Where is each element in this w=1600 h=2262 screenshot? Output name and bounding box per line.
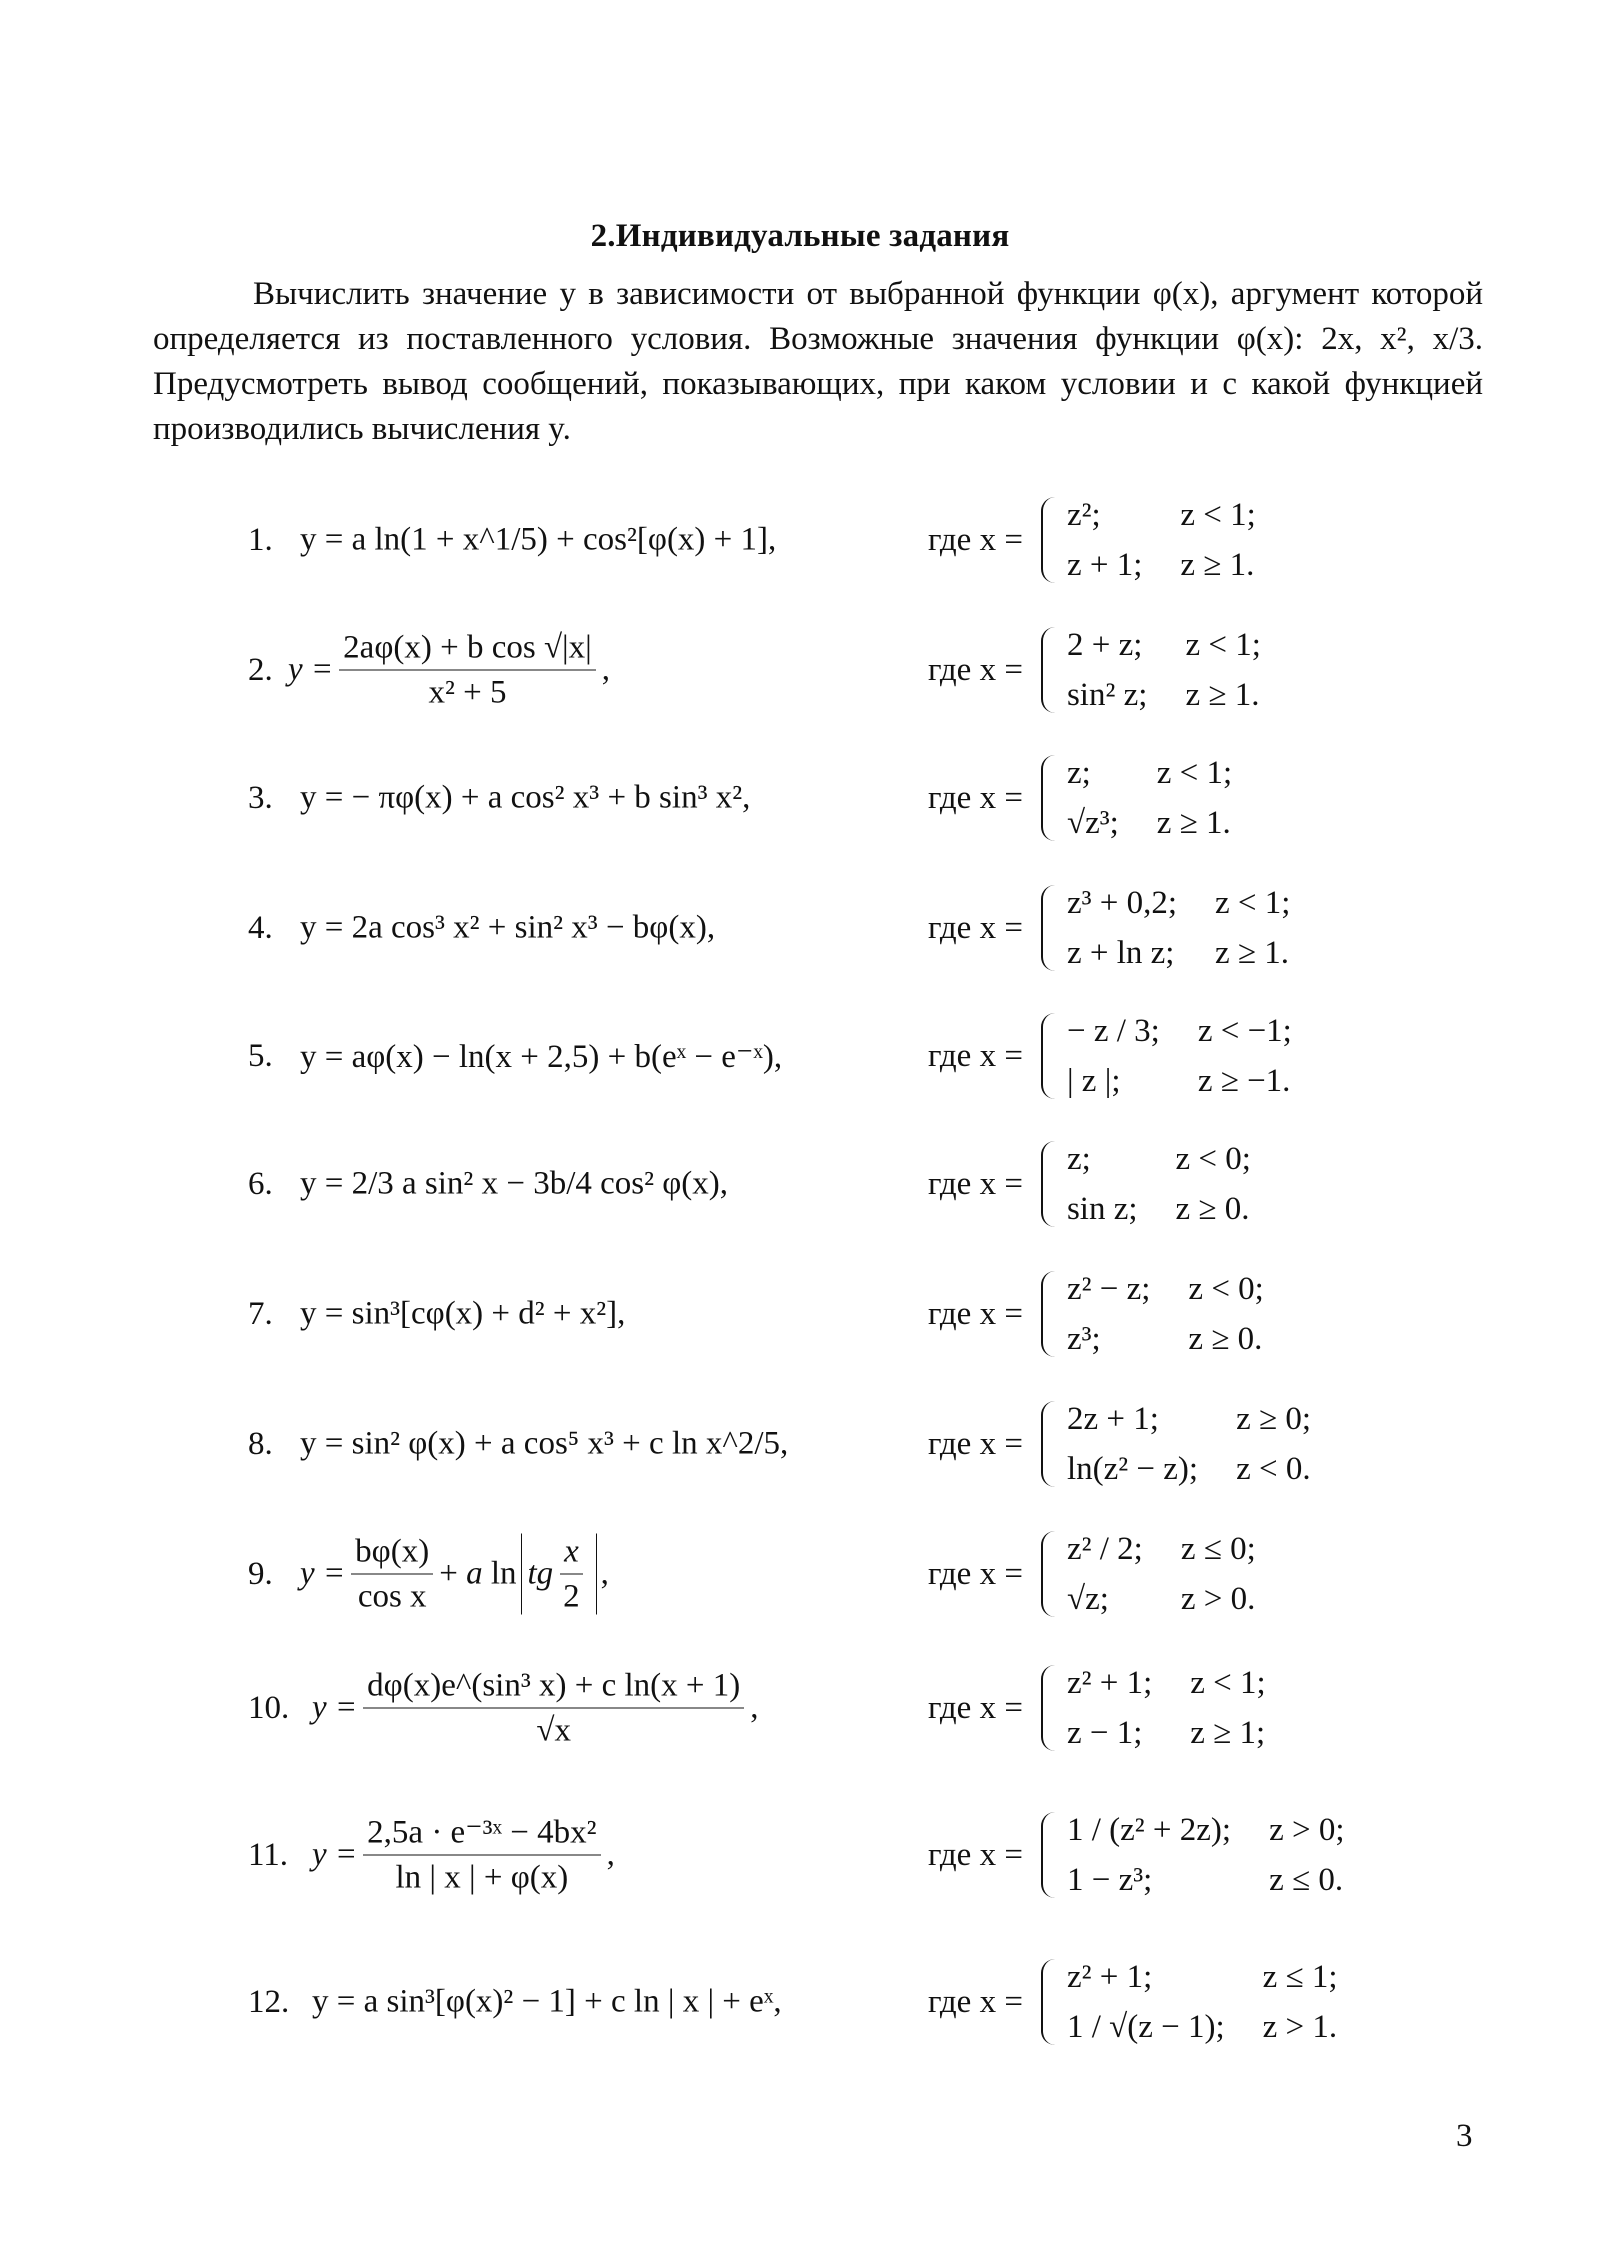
cases <box>1067 1401 1311 1487</box>
left-brace-icon <box>1041 1271 1059 1357</box>
where-label: где x = <box>928 1037 1023 1074</box>
task-formula: y = 2/3 a sin² x − 3b/4 cos² φ(x), <box>300 1165 729 1202</box>
cases <box>1067 1665 1266 1751</box>
task-formula: y = $\frac{\text{2,5a · e⁻³ˣ − 4bx²}}{\ln | x | + \varphi(x)}$ , <box>312 1814 615 1896</box>
case-cond: z < 0. <box>1236 1451 1311 1487</box>
where-label: где x = <box>928 1295 1023 1332</box>
task-condition <box>928 1141 1251 1227</box>
fraction <box>351 1534 433 1615</box>
task-condition <box>928 755 1232 841</box>
case-cond: z ≥ 1. <box>1180 547 1255 583</box>
case-cond: z ≥ 1. <box>1156 805 1231 841</box>
intro-paragraph <box>153 272 1483 452</box>
where-label: где x = <box>928 651 1023 688</box>
cases <box>1067 1959 1338 2045</box>
where-label: где x = <box>928 521 1023 558</box>
where-label: где x = <box>928 1689 1023 1726</box>
task-condition <box>928 1013 1292 1099</box>
task-condition <box>928 1959 1338 2045</box>
case-cond: z ≥ 0. <box>1188 1321 1263 1357</box>
task-formula: y = aφ(x) − ln(x + 2,5) + b(eˣ − e⁻ˣ), <box>300 1039 783 1075</box>
task-formula: y = sin³[cφ(x) + d² + x²], <box>300 1295 626 1332</box>
case-expr: 1 / (z² + 2z); <box>1066 1812 1232 1848</box>
where-label: где x = <box>928 1555 1023 1592</box>
fraction-denominator: x² + 5 <box>428 674 507 711</box>
left-brace-icon <box>1041 1665 1059 1751</box>
case-cond: z ≥ 1; <box>1190 1715 1266 1751</box>
task-number: 6. <box>248 1166 273 1202</box>
task-condition <box>928 1271 1264 1357</box>
where-label: где x = <box>928 1836 1023 1873</box>
fraction-numerator: bφ(x) <box>351 1534 433 1575</box>
case-expr: z + ln z; <box>1066 935 1175 971</box>
case-expr: z² / 2; <box>1066 1531 1143 1567</box>
case-expr: z; <box>1066 1141 1091 1177</box>
fraction-denominator: ln | x | + φ(x) <box>395 1859 569 1896</box>
section-title: 2.Индивидуальные задания <box>590 218 1010 254</box>
task-number: 10. <box>248 1690 290 1726</box>
task-formula: y = $\frac{\text{dφ(x)e\textasciicircum{}(sin³ x) + c ln(x + 1)}}{√x}$ , <box>312 1667 759 1749</box>
task-condition <box>928 1531 1256 1617</box>
case-expr: 1 − z³; <box>1066 1862 1153 1898</box>
case-expr: z³; <box>1066 1321 1101 1357</box>
case-cond: z ≥ 0; <box>1236 1401 1312 1437</box>
intro-text: Вычислить значение y в зависимости от выбранной функции φ(x), аргумент которой определяется из поставленного условия. Возможные значения функции φ(x): 2x, x², x/3. Предусмотреть вывод сообщений, показывающих, при каком условии и с какой функцией производились вычисления y. <box>153 276 1483 447</box>
cases <box>1067 885 1291 971</box>
left-brace-icon <box>1041 1013 1059 1099</box>
case-expr: ln(z² − z); <box>1066 1451 1199 1487</box>
task-number: 7. <box>248 1296 273 1332</box>
task-formula: y = sin² φ(x) + a cos⁵ x³ + c ln x^2/5, <box>300 1425 789 1462</box>
case-cond: z ≥ 1. <box>1185 677 1260 713</box>
case-cond: z > 1. <box>1262 2009 1338 2045</box>
task-condition <box>928 497 1256 583</box>
case-cond: z ≤ 0; <box>1180 1531 1256 1567</box>
cases <box>1067 1013 1292 1099</box>
where-label: где x = <box>928 1425 1023 1462</box>
where-label: где x = <box>928 1165 1023 1202</box>
cases <box>1067 1531 1256 1617</box>
task-formula: y = $\frac{b\varphi(x)}{\text{cos x}}$ + a ln tg $\frac{x}{2}$ , <box>300 1533 609 1615</box>
task-condition <box>928 1812 1345 1898</box>
task-formula: y = 2a cos³ x² + sin² x³ − bφ(x), <box>300 909 716 946</box>
case-expr: z²; <box>1066 497 1101 533</box>
task-formula: y = a sin³[φ(x)² − 1] + c ln | x | + eˣ, <box>312 1983 782 2020</box>
cases <box>1067 627 1261 713</box>
case-cond: z > 0. <box>1180 1581 1256 1617</box>
fraction: $\frac{x}{2}$ <box>559 1534 584 1615</box>
case-cond: z < 1; <box>1156 755 1233 791</box>
where-label: где x = <box>928 909 1023 946</box>
fraction-numerator: 2aφ(x) + b cos √|x| <box>339 630 596 671</box>
where-label: где x = <box>928 1983 1023 2020</box>
left-brace-icon <box>1041 627 1059 713</box>
task-number: 3. <box>248 780 273 816</box>
case-expr: z³ + 0,2; <box>1066 885 1178 921</box>
left-brace-icon <box>1041 497 1059 583</box>
case-cond: z < 1; <box>1180 497 1256 533</box>
case-expr: √z; <box>1066 1581 1109 1617</box>
case-expr: − z / 3; <box>1066 1013 1160 1049</box>
task-number: 2. <box>248 652 273 688</box>
task-number: 4. <box>248 910 273 946</box>
case-expr: 2z + 1; <box>1066 1401 1159 1437</box>
cases <box>1067 1271 1264 1357</box>
case-cond: z ≥ 1. <box>1215 935 1290 971</box>
case-expr: | z |; <box>1066 1063 1121 1099</box>
case-cond: z < −1; <box>1197 1013 1292 1049</box>
case-expr: z − 1; <box>1066 1715 1143 1751</box>
task-number: 9. <box>248 1556 273 1592</box>
left-brace-icon <box>1041 1531 1059 1617</box>
case-expr: 1 / √(z − 1); <box>1066 2009 1225 2045</box>
case-cond: z ≥ −1. <box>1197 1063 1291 1099</box>
left-brace-icon <box>1041 1959 1059 2045</box>
case-cond: z < 0; <box>1175 1141 1251 1177</box>
case-expr: z² + 1; <box>1066 1665 1153 1701</box>
cases <box>1067 1141 1251 1227</box>
page-number: 3 <box>1456 2118 1473 2154</box>
task-formula: y = a ln(1 + x^1/5) + cos²[φ(x) + 1], <box>300 521 777 558</box>
fraction <box>363 1668 744 1749</box>
task-condition <box>928 1665 1266 1751</box>
case-expr: z; <box>1066 755 1091 791</box>
left-brace-icon <box>1041 1812 1059 1898</box>
task-formula: y = − πφ(x) + a cos² x³ + b sin³ x², <box>300 779 751 816</box>
case-expr: sin² z; <box>1066 677 1148 713</box>
task-number: 5. <box>248 1038 273 1074</box>
case-expr: 2 + z; <box>1066 627 1143 663</box>
task-condition <box>928 885 1290 971</box>
task-number: 11. <box>248 1837 289 1873</box>
fraction <box>363 1815 600 1896</box>
case-expr: sin z; <box>1066 1191 1138 1227</box>
where-label: где x = <box>928 779 1023 816</box>
case-cond: z ≤ 1; <box>1262 1959 1338 1995</box>
fraction-numerator: dφ(x)e^(sin³ x) + c ln(x + 1) <box>363 1668 744 1709</box>
cases <box>1067 1812 1345 1898</box>
cases <box>1067 755 1232 841</box>
case-cond: z ≥ 0. <box>1175 1191 1250 1227</box>
left-brace-icon <box>1041 885 1059 971</box>
case-expr: √z³; <box>1066 805 1119 841</box>
case-expr: z + 1; <box>1066 547 1143 583</box>
left-brace-icon <box>1041 1141 1059 1227</box>
case-cond: z < 1; <box>1215 885 1291 921</box>
case-cond: z < 1; <box>1190 1665 1266 1701</box>
task-number: 12. <box>248 1984 290 2020</box>
left-brace-icon <box>1041 1401 1059 1487</box>
case-cond: z > 0; <box>1269 1812 1345 1848</box>
task-condition <box>928 627 1261 713</box>
fraction <box>339 630 596 711</box>
case-cond: z < 1; <box>1185 627 1261 663</box>
fraction-denominator: √x <box>536 1712 572 1749</box>
left-brace-icon <box>1041 755 1059 841</box>
fraction-numerator: 2,5a · e⁻³ˣ − 4bx² <box>363 1815 600 1856</box>
task-number: 1. <box>248 522 273 558</box>
task-number: 8. <box>248 1426 273 1462</box>
fraction-denominator: cos x <box>357 1578 427 1615</box>
case-cond: z < 0; <box>1188 1271 1264 1307</box>
case-expr: z² − z; <box>1066 1271 1151 1307</box>
case-expr: z² + 1; <box>1066 1959 1153 1995</box>
task-formula: y = $\frac{\text{2aφ(x) + b cos √|x|}}{\text{x² + 5}}$ , <box>288 629 611 711</box>
task-condition <box>928 1401 1311 1487</box>
cases <box>1067 497 1256 583</box>
case-cond: z ≤ 0. <box>1269 1862 1344 1898</box>
